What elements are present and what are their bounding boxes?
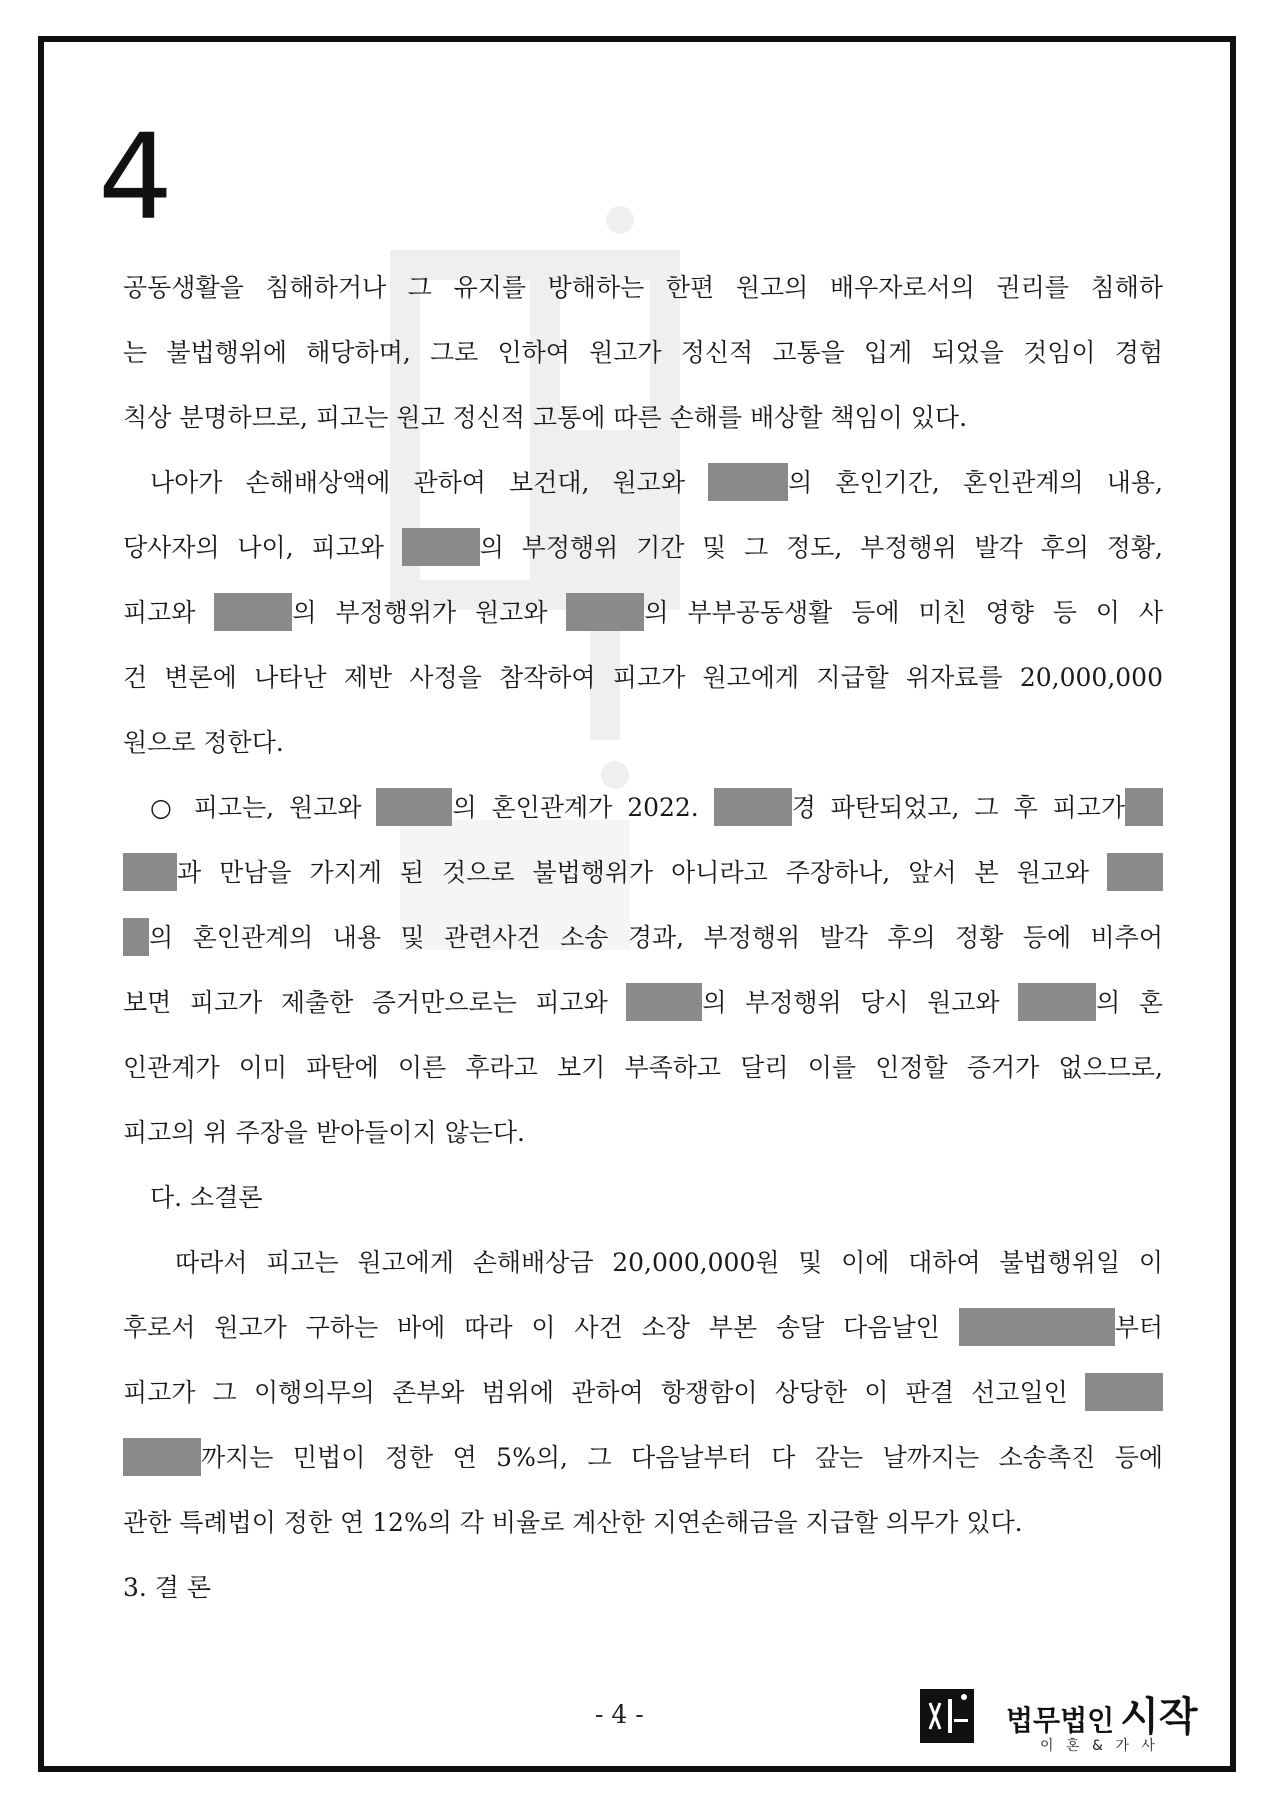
text-line — [123, 918, 1163, 958]
text-segment: 의 부정행위 당시 원고와 — [702, 988, 1000, 1017]
text-segment: 까지는 민법이 정한 연 5%의, 그 다음날부터 다 갚는 날까지는 소송촉진 등에 — [201, 1443, 1163, 1472]
text-segment: ○ 피고는, 원고와 — [150, 793, 362, 822]
text-segment: 경 파탄되었고, 그 후 피고가 — [791, 793, 1126, 822]
text-line: 원으로 정한다. — [123, 728, 284, 757]
redaction-box — [626, 983, 702, 1021]
text-line — [123, 1373, 1163, 1413]
redaction-box — [1125, 788, 1163, 826]
text-segment: 의 혼인기간, 혼인관계의 내용, — [788, 468, 1163, 497]
text-segment: 후로서 원고가 구하는 바에 따라 이 사건 소장 부본 송달 다음날인 — [123, 1313, 940, 1342]
redaction-box — [123, 853, 177, 891]
text-line — [123, 983, 1163, 1023]
redaction-box — [708, 463, 788, 501]
text-line — [123, 1438, 1163, 1478]
firm-name-part1: 법무법인 — [1006, 1704, 1115, 1737]
text-line: 공동생활을 침해하거나 그 유지를 방해하는 한편 원고의 배우자로서의 권리를 침해하 — [123, 273, 1163, 302]
firm-logo — [920, 1683, 1220, 1753]
text-line — [123, 853, 1163, 893]
firm-subtitle: 이 혼 & 가 사 — [1040, 1738, 1159, 1754]
redaction-box — [566, 593, 644, 631]
text-line: 관한 특례법이 정한 연 12%의 각 비율로 계산한 지연손해금을 지급할 의무가 있다. — [123, 1508, 1023, 1537]
text-line — [123, 593, 1163, 633]
text-segment: 의 부정행위가 원고와 — [292, 598, 548, 627]
section-subheading: 다. 소결론 — [150, 1183, 263, 1212]
firm-name — [1006, 1685, 1197, 1742]
redaction-box — [1085, 1373, 1163, 1411]
footer-page-number: - 4 - — [595, 1700, 644, 1729]
redaction-box — [123, 918, 149, 956]
redaction-box — [123, 1438, 201, 1476]
redaction-box — [1018, 983, 1096, 1021]
text-line: 따라서 피고는 원고에게 손해배상금 20,000,000원 및 이에 대하여 불법행위일 이 — [175, 1248, 1163, 1277]
section-heading: 3. 결 론 — [123, 1573, 212, 1602]
text-segment: 의 부부공동생활 등에 미친 영향 등 이 사 — [644, 598, 1163, 627]
text-line: 는 불법행위에 해당하며, 그로 인하여 원고가 정신적 고통을 입게 되었을 것임이 경험 — [123, 338, 1163, 367]
redaction-box — [376, 788, 452, 826]
text-line — [150, 463, 1163, 503]
watermark-logo — [390, 200, 680, 960]
redaction-box — [714, 788, 792, 826]
text-segment: 당사자의 나이, 피고와 — [123, 533, 384, 562]
text-line: 인관계가 이미 파탄에 이른 후라고 보기 부족하고 달리 이를 인정할 증거가 없으므로, — [123, 1053, 1163, 1082]
text-segment: 피고가 그 이행의무의 존부와 범위에 관하여 항쟁함이 상당한 이 판결 선고일인 — [123, 1378, 1068, 1407]
text-line: 건 변론에 나타난 제반 사정을 참작하여 피고가 원고에게 지급할 위자료를 20,000,000 — [123, 663, 1163, 692]
text-segment: 나아가 손해배상액에 관하여 보건대, 원고와 — [150, 468, 685, 497]
redaction-box — [402, 528, 480, 566]
text-segment: 의 혼인관계의 내용 및 관련사건 소송 경과, 부정행위 발각 후의 정황 등에 비추어 — [149, 923, 1163, 952]
page-number-large: 4 — [98, 108, 174, 246]
text-line — [123, 528, 1163, 568]
redaction-box — [1107, 853, 1163, 891]
text-line: 피고의 위 주장을 받아들이지 않는다. — [123, 1118, 525, 1147]
text-segment: 보면 피고가 제출한 증거만으로는 피고와 — [123, 988, 608, 1017]
text-segment: 의 혼인관계가 2022. — [452, 793, 699, 822]
text-line — [150, 788, 1163, 828]
firm-name-part2: 시작 — [1120, 1694, 1198, 1740]
text-segment: 과 만남을 가지게 된 것으로 불법행위가 아니라고 주장하나, 앞서 본 원고와 — [177, 858, 1090, 887]
redaction-box — [959, 1308, 1115, 1346]
logo-mark-icon — [920, 1689, 974, 1743]
text-line: 칙상 분명하므로, 피고는 원고 정신적 고통에 따른 손해를 배상할 책임이 있다. — [123, 403, 968, 432]
text-line — [123, 1308, 1163, 1348]
text-segment: 부터 — [1114, 1313, 1163, 1342]
redaction-box — [214, 593, 292, 631]
text-segment: 의 부정행위 기간 및 그 정도, 부정행위 발각 후의 정황, — [479, 533, 1163, 562]
text-segment: 의 혼 — [1096, 988, 1164, 1017]
text-segment: 피고와 — [123, 598, 196, 627]
